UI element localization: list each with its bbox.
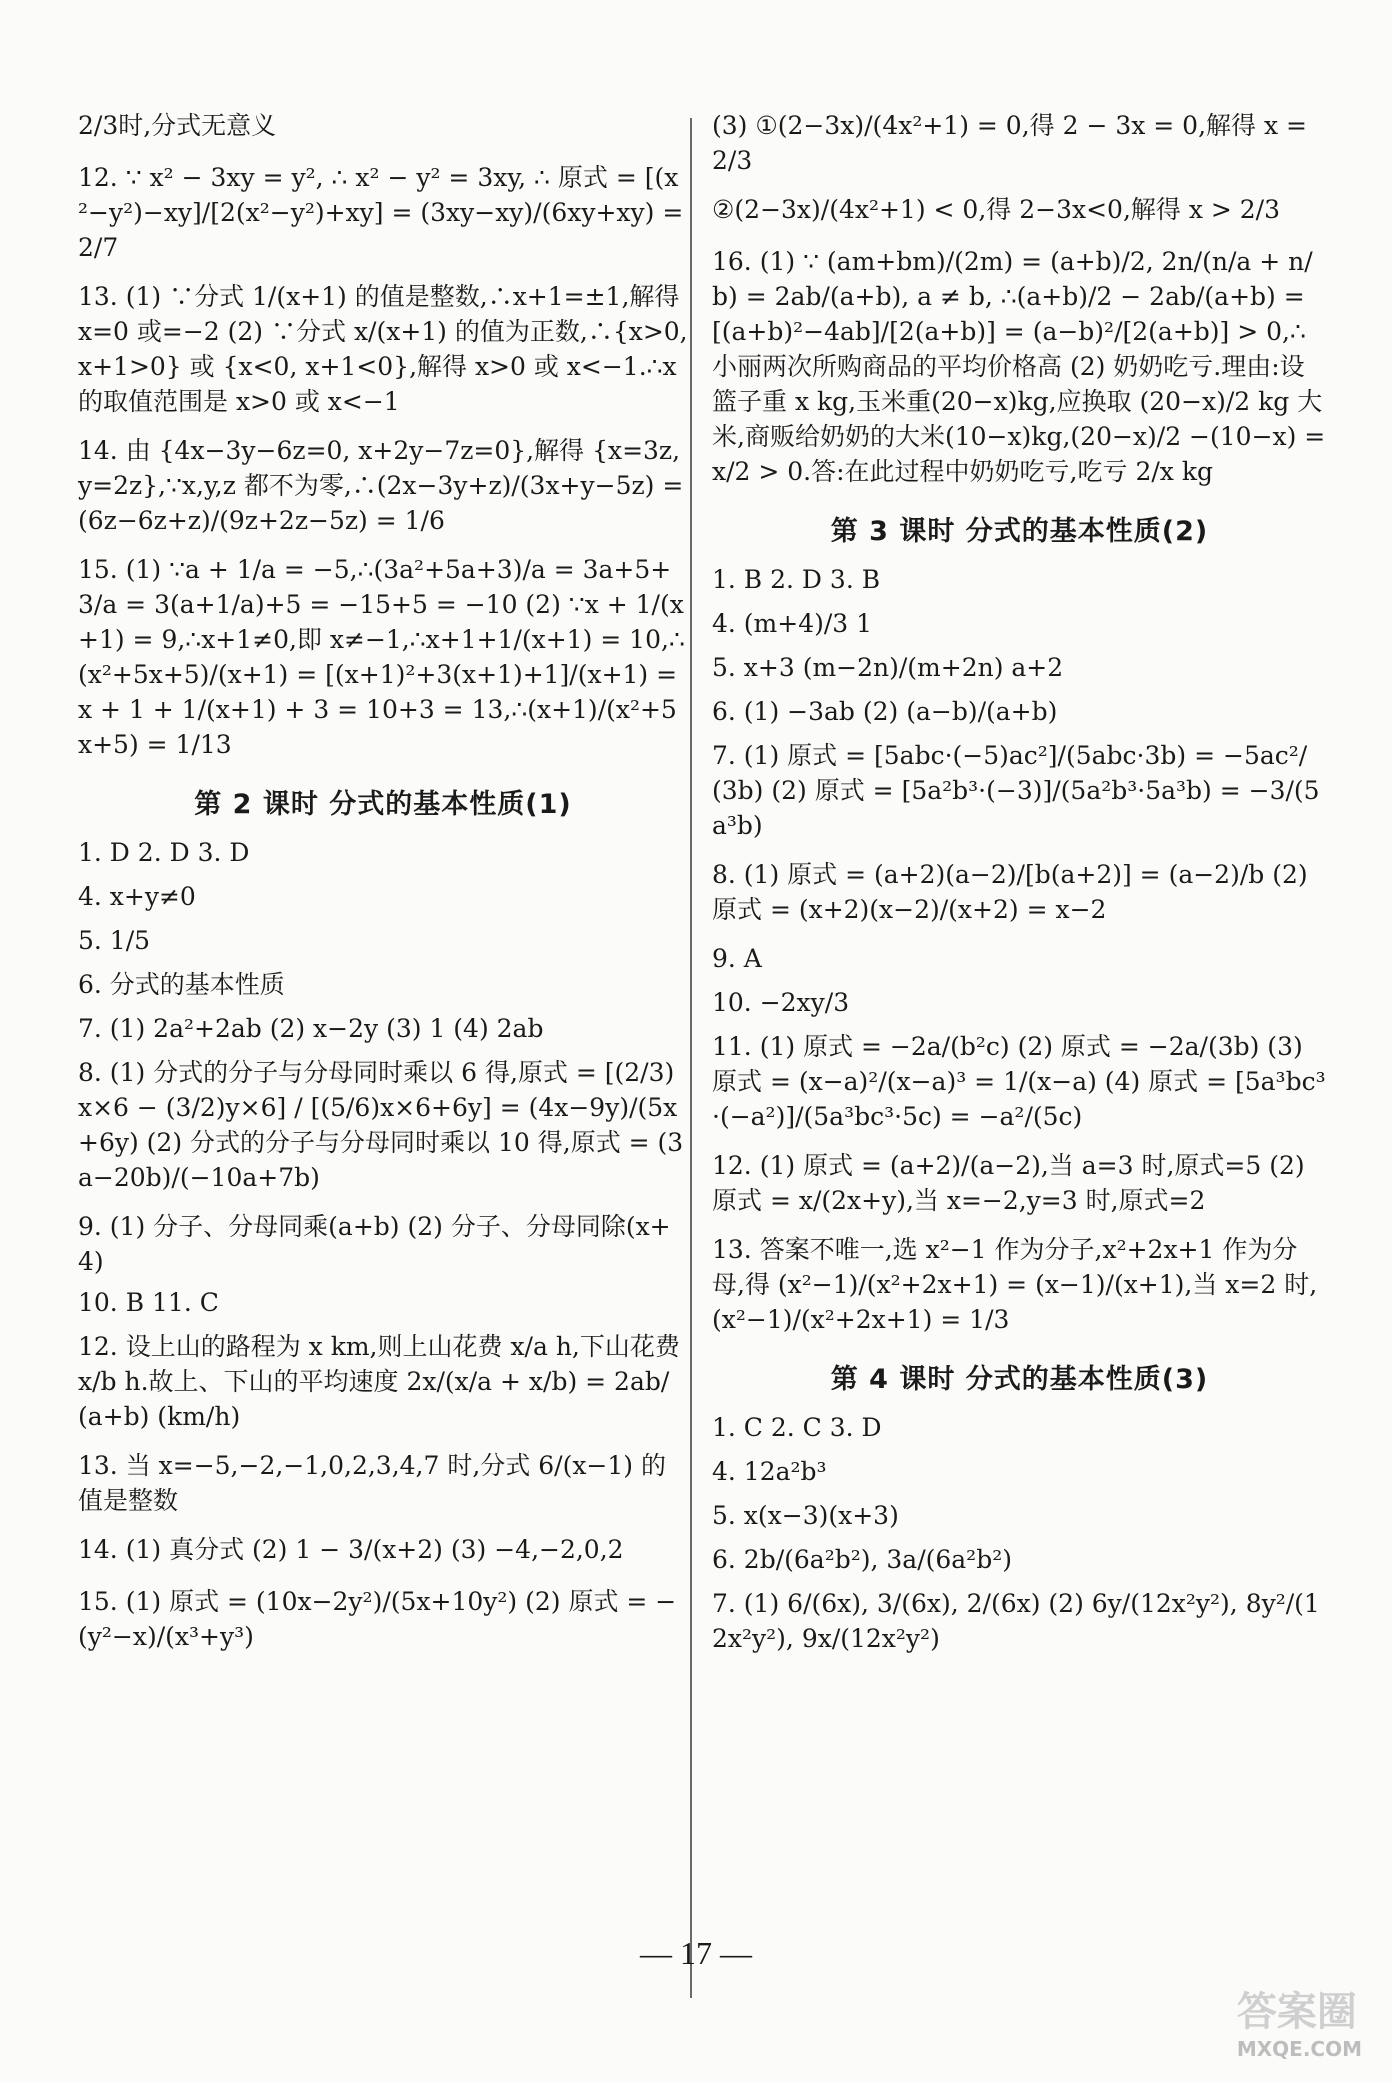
answer-s2-15: 15. (1) 原式 = (10x−2y²)/(5x+10y²) (2) 原式 = −(y²−x)/(x³+y³): [78, 1587, 677, 1651]
right-column: [712, 108, 1327, 1670]
left-column: [78, 108, 688, 1668]
answer-s3-11: 11. (1) 原式 = −2a/(b²c) (2) 原式 = −2a/(3b) (3) 原式 = (x−a)²/(x−a)³ = 1/(x−a) (4) 原式 = [5a³bc³·(−a²)]/(5a³bc³·5c) = −a²/(5c): [712, 1032, 1326, 1131]
answer-13: 13. (1) ∵分式 1/(x+1) 的值是整数,∴x+1=±1,解得 x=0 或=−2 (2) ∵分式 x/(x+1) 的值为正数,∴{x>0, x+1>0} 或 {x<0, x+1<0},解得 x>0 或 x<−1.∴x 的取值范围是 x>0 或 x<−1: [78, 282, 688, 416]
answer-s4-6: 6. 2b/(6a²b²), 3a/(6a²b²): [712, 1545, 1012, 1574]
answer-s4-1: 1. C 2. C 3. D: [712, 1413, 882, 1442]
answer-s3-13: 13. 答案不唯一,选 x²−1 作为分子,x²+2x+1 作为分母,得 (x²−1)/(x²+2x+1) = (x−1)/(x+1),当 x=2 时,(x²−1)/(x²+2x+1) = 1/3: [712, 1235, 1318, 1334]
answer-12: 12. ∵ x² − 3xy = y², ∴ x² − y² = 3xy, ∴ 原式 = [(x²−y²)−xy]/[2(x²−y²)+xy] = (3xy−xy)/(6xy+xy) = 2/7: [78, 163, 684, 262]
watermark-logo-text: 答案圈: [1236, 1989, 1357, 2035]
answer-s2-5: 5. 1/5: [78, 926, 151, 955]
answer-s2-7: 7. (1) 2a²+2ab (2) x−2y (3) 1 (4) 2ab: [78, 1014, 544, 1043]
watermark-url: MXQE.COM: [1236, 2037, 1362, 2061]
answer-s2-14: 14. (1) 真分式 (2) 1 − 3/(x+2) (3) −4,−2,0,2: [78, 1535, 624, 1564]
answer-s3-1: 1. B 2. D 3. B: [712, 565, 881, 594]
answer-s3-10: 10. −2xy/3: [712, 988, 850, 1017]
answer-s2-13: 13. 当 x=−5,−2,−1,0,2,3,4,7 时,分式 6/(x−1) 的值是整数: [78, 1451, 666, 1515]
answer-16: 16. (1) ∵ (am+bm)/(2m) = (a+b)/2, 2n/(n/a + n/b) = 2ab/(a+b), a ≠ b, ∴(a+b)/2 − 2ab/(a+b) = [(a+b)²−4ab]/[2(a+b)] = (a−b)²/[2(a+b)] > 0,∴小丽两次所购商品的平均价格高 (2) 奶奶吃亏.理由:设篮子重 x kg,玉米重(20−x)kg,应换取 (20−x)/2 kg 大米,商贩给奶奶的大米(10−x)kg,(20−x)/2 −(10−x) = x/2 > 0.答:在此过程中奶奶吃亏,吃亏 2/x kg: [712, 247, 1326, 486]
answer-s4-5: 5. x(x−3)(x+3): [712, 1501, 899, 1530]
answer-line: 2/3时,分式无意义: [78, 111, 277, 140]
section-heading-2: 第 2 课时 分式的基本性质(1): [194, 789, 572, 820]
answer-s2-6: 6. 分式的基本性质: [78, 970, 285, 999]
section-heading-3: 第 3 课时 分式的基本性质(2): [830, 516, 1209, 547]
answer-s3-7: 7. (1) 原式 = [5abc·(−5)ac²]/(5abc·3b) = −5ac²/(3b) (2) 原式 = [5a²b³·(−3)]/(5a²b³·5a³b) = −3/(5a³b): [712, 741, 1320, 840]
answer-14: 14. 由 {4x−3y−6z=0, x+2y−7z=0},解得 {x=3z, y=2z},∵x,y,z 都不为零,∴(2x−3y+z)/(3x+y−5z) = (6z−6z+z)/(9z+2z−5z) = 1/6: [78, 436, 684, 535]
answer-s3-9: 9. A: [712, 944, 762, 973]
answer-s2-9: 9. (1) 分子、分母同乘(a+b) (2) 分子、分母同除(x+4): [78, 1212, 671, 1276]
answer-s3-4: 4. (m+4)/3 1: [712, 609, 873, 638]
answer-r-3a: (3) ①(2−3x)/(4x²+1) = 0,得 2 − 3x = 0,解得 x = 2/3: [712, 111, 1307, 175]
watermark-logo: [1237, 1980, 1362, 2061]
answer-s4-7: 7. (1) 6/(6x), 3/(6x), 2/(6x) (2) 6y/(12x²y²), 8y²/(12x²y²), 9x/(12x²y²): [712, 1589, 1320, 1653]
answer-s2-4: 4. x+y≠0: [78, 882, 196, 911]
answer-s2-1: 1. D 2. D 3. D: [78, 838, 250, 867]
section-heading-4: 第 4 课时 分式的基本性质(3): [830, 1364, 1209, 1395]
answer-r-3b: ②(2−3x)/(4x²+1) < 0,得 2−3x<0,解得 x > 2/3: [712, 195, 1281, 224]
answer-s3-12: 12. (1) 原式 = (a+2)/(a−2),当 a=3 时,原式=5 (2) 原式 = x/(2x+y),当 x=−2,y=3 时,原式=2: [712, 1151, 1305, 1215]
column-divider: [690, 118, 692, 1998]
answer-s3-8: 8. (1) 原式 = (a+2)(a−2)/[b(a+2)] = (a−2)/b (2) 原式 = (x+2)(x−2)/(x+2) = x−2: [712, 860, 1308, 924]
answer-15: 15. (1) ∵a + 1/a = −5,∴(3a²+5a+3)/a = 3a+5+3/a = 3(a+1/a)+5 = −15+5 = −10 (2) ∵x + 1/(x+1) = 9,∴x+1≠0,即 x≠−1,∴x+1+1/(x+1) = 10,∴(x²+5x+5)/(x+1) = [(x+1)²+3(x+1)+1]/(x+1) = x + 1 + 1/(x+1) + 3 = 10+3 = 13,∴(x+1)/(x²+5x+5) = 1/13: [78, 555, 685, 759]
page-number: — 17 —: [640, 1935, 752, 1971]
answer-s4-4: 4. 12a²b³: [712, 1457, 827, 1486]
answer-s2-12: 12. 设上山的路程为 x km,则上山花费 x/a h,下山花费 x/b h.故上、下山的平均速度 2x/(x/a + x/b) = 2ab/(a+b) (km/h): [78, 1332, 680, 1431]
answer-s2-10: 10. B 11. C: [78, 1288, 219, 1317]
answer-s2-8: 8. (1) 分式的分子与分母同时乘以 6 得,原式 = [(2/3)x×6 − (3/2)y×6] / [(5/6)x×6+6y] = (4x−9y)/(5x+6y) (2) 分式的分子与分母同时乘以 10 得,原式 = (3a−20b)/(−10a+7b): [78, 1058, 684, 1192]
answer-s3-5: 5. x+3 (m−2n)/(m+2n) a+2: [712, 653, 1064, 682]
answer-s3-6: 6. (1) −3ab (2) (a−b)/(a+b): [712, 697, 1058, 726]
